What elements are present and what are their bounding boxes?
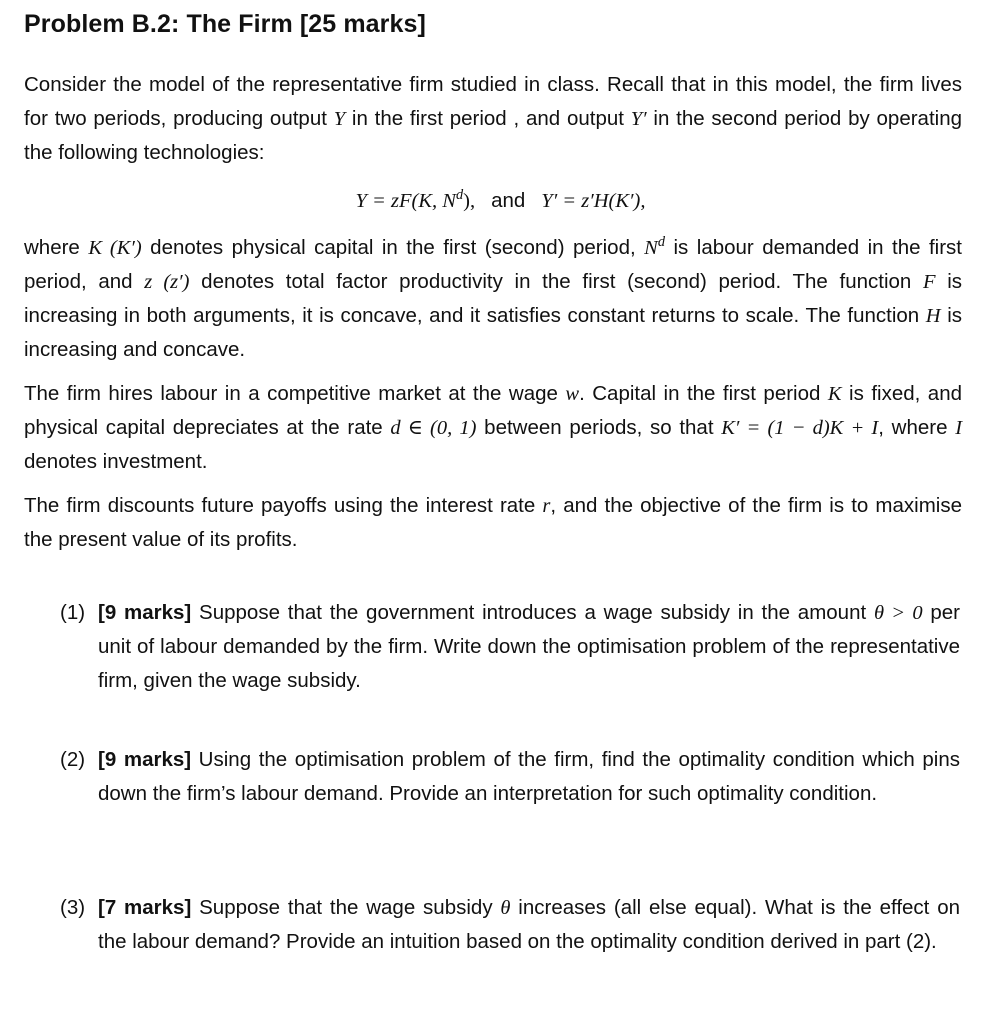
p2-math-2: N [644, 237, 658, 259]
p3-math-2: K [827, 383, 842, 405]
p3-math-3: d ∈ (0, 1) [390, 417, 477, 439]
p3-math-4: K′ = (1 − d)K + I [721, 417, 879, 439]
p2-text-6: is increasing and concave. [24, 304, 962, 361]
definitions-paragraph [24, 231, 962, 367]
equation-lhs-end: ), [463, 190, 476, 212]
p2-math-1: K (K′) [88, 237, 142, 259]
question-text-1: Suppose that the government introduces a wage subsidy in the amount [191, 601, 874, 624]
intro-text-1: Consider the model of the representative firm studied in class. Recall that in this model, the firm lives for two periods, producing output [24, 73, 962, 130]
p2-math-3: z (z′) [144, 271, 190, 293]
problem-title: Problem B.2: The Firm [25 marks] [24, 10, 426, 38]
p2-text-2: denotes physical capital in the first (second) period, [141, 236, 645, 259]
technology-equation [0, 184, 1001, 218]
p2-text-1: where [24, 236, 89, 259]
p3-text-2: . Capital in the first period [579, 382, 828, 405]
question-marks: [9 marks] [98, 601, 192, 624]
equation-lhs: Y = zF(K, N [355, 190, 456, 212]
p2-text-5: is increasing in both arguments, it is concave, and it satisfies constant returns to scale. The function [24, 270, 963, 327]
intro-text-2: in the first period , and output [345, 107, 631, 130]
labour-capital-paragraph [24, 377, 962, 479]
symbol-output-second: Y′ [630, 108, 647, 130]
p3-text-3: is fixed, and physical capital depreciates at the rate [24, 382, 963, 439]
question-number: (3) [60, 896, 86, 919]
question-number: (1) [60, 601, 86, 624]
question-text-2: per unit of labour demanded by the firm. Write down the optimisation problem of the representative firm, given the wage subsidy. [98, 601, 960, 692]
question-text-1: Using the optimisation problem of the firm, find the optimality condition which pins down the firm’s labour demand. Provide an interpretation for such optimality condition. [98, 748, 960, 805]
question-3 [60, 891, 960, 959]
p4-text-1: The firm discounts future payoffs using the interest rate [24, 494, 543, 517]
p4-text-2: , and the objective of the firm is to maximise the present value of its profits. [24, 494, 962, 551]
question-math-theta: θ [500, 897, 511, 919]
p3-text-5: , where [878, 416, 956, 439]
objective-paragraph [24, 489, 962, 557]
question-marks: [9 marks] [98, 748, 192, 771]
p3-math-5: I [955, 417, 963, 439]
intro-paragraph [24, 68, 962, 170]
p3-math-1: w [565, 383, 580, 405]
p2-math-4: F [923, 271, 936, 293]
p2-text-3: is labour demanded in the first period, and [24, 236, 963, 293]
equation-sup-d: d [455, 187, 464, 204]
question-text-2: increases (all else equal). What is the effect on the labour demand? Provide an intuition based on the optimality condition derived in part (2). [98, 896, 961, 953]
question-marks: [7 marks] [98, 896, 192, 919]
p2-math-5: H [925, 305, 941, 327]
question-number: (2) [60, 748, 86, 771]
p4-math-1: r [542, 495, 551, 517]
p3-text-4: between periods, so that [476, 416, 722, 439]
question-1 [60, 596, 960, 698]
question-text-1: Suppose that the wage subsidy [191, 896, 501, 919]
p2-text-4: denotes total factor productivity in the first (second) period. The function [189, 270, 923, 293]
question-2 [60, 743, 960, 811]
p2-math-2-sup: d [657, 234, 666, 251]
p3-text-1: The firm hires labour in a competitive market at the wage [24, 382, 566, 405]
equation-rhs: Y′ = z′H(K′), [541, 190, 646, 212]
equation-and: and [491, 189, 526, 212]
intro-text-3: in the second period by operating the following technologies: [24, 107, 962, 164]
symbol-output: Y [333, 108, 346, 130]
p3-text-6: denotes investment. [24, 450, 208, 473]
question-math-theta: θ > 0 [873, 602, 923, 624]
